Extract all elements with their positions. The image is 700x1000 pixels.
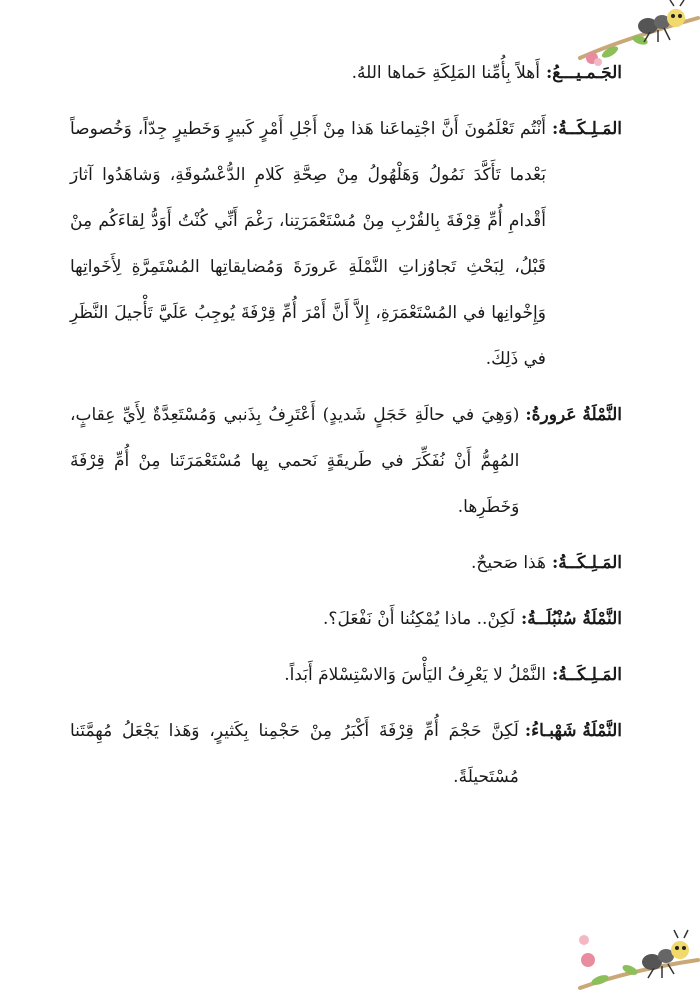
dialogue-line: [70, 708, 622, 800]
speaker-name: النَّمْلَةُ عَرورةُ:: [525, 405, 622, 425]
speaker-name: المَـلِـكَــةُ:: [551, 665, 622, 685]
speech-text: لَكِنْ.. ماذا يُمْكِنُنا أَنْ نَفْعَلَ؟.: [323, 609, 515, 629]
speech-text: (وَهِيَ في حالَةِ خَجَلٍ شَديدٍ) أَعْتَرِفُ بِذَنبي وَمُسْتَعِدَّةٌ لِأَيِّ عِقابٍ، المُهِمُّ أَنْ نُفَكِّرَ في طَريقَةٍ نَحمي بِها مُسْتَعْمَرَتَنا مِنْ أُمِّ قِرْفَةَ وَخَطَرِها.: [70, 405, 520, 517]
dialogue-line: [70, 392, 622, 530]
speech-text: أَهلاً بِأُمِّنا المَلِكَةِ حَماها اللهُ.: [351, 63, 540, 83]
speech-text: لَكِنَّ حَجْمَ أُمِّ قِرْفَةَ أَكْبَرُ مِنْ حَجْمِنا بِكَثيرٍ، وَهَذا يَجْعَلُ مُهِمَّتَنا مُسْتَحيلَةً.: [70, 721, 519, 787]
dialogue-line: [70, 106, 622, 382]
speech-text: أَنْتُم تَعْلَمُونَ أَنَّ اجْتِماعَنا هَذا مِنْ أَجْلِ أَمْرٍ كَبيرٍ وَخَطيرٍ جِدّاً، وَخُصوصاً بَعْدما تَأَكَّدَ نَمُولُ وَهَلْهُولُ مِنْ صِحَّةِ كَلامِ الدُّعْسُوقَةِ، وَشاهَدُوا آثارَ أَقْدامِ أُمِّ قِرْفَةَ بِالقُرْبِ مِنْ مُسْتَعْمَرَتِنا، رَغْمَ أَنِّي كُنْتُ أَوَدُّ لِقاءَكُم مِنْ قَبْلُ، لِبَحْثِ تَجاوُزاتِ النَّمْلَةِ عَرورَةَ وَمُضايقاتِها المُسْتَمِرَّةِ لِأَخَواتِها وَإِخْوانِها في المُسْتَعْمَرَةِ، إِلاَّ أَنَّ أَمْرَ أُمِّ قِرْفَةَ يُوجِبُ عَلَيَّ تَأْجيلَ النَّظَرِ في ذَلِكَ.: [70, 119, 546, 369]
speaker-name: المَـلِـكَــةُ:: [551, 553, 622, 573]
speech-text: هَذا صَحيحٌ.: [471, 553, 546, 573]
speaker-name: المَـلِـكَــةُ:: [551, 119, 622, 139]
dialogue-line: [70, 652, 622, 698]
dialogue-line: [70, 540, 622, 586]
speaker-name: النَّمْلَةُ سُنْبُلَــةُ:: [520, 609, 622, 629]
speaker-name: الجَـمـيـــعُ:: [545, 63, 622, 83]
speaker-name: النَّمْلَةُ شَهْبـاءُ:: [524, 721, 622, 741]
dialogue-line: [70, 596, 622, 642]
dialogue-line: [70, 50, 622, 96]
play-script: [70, 50, 622, 810]
ant-on-branch-illustration-bottom: [570, 910, 700, 1000]
speech-text: النَّمْلُ لا يَعْرِفُ اليَأْسَ وَالاسْتِسْلامَ أَبَداً.: [284, 665, 546, 685]
